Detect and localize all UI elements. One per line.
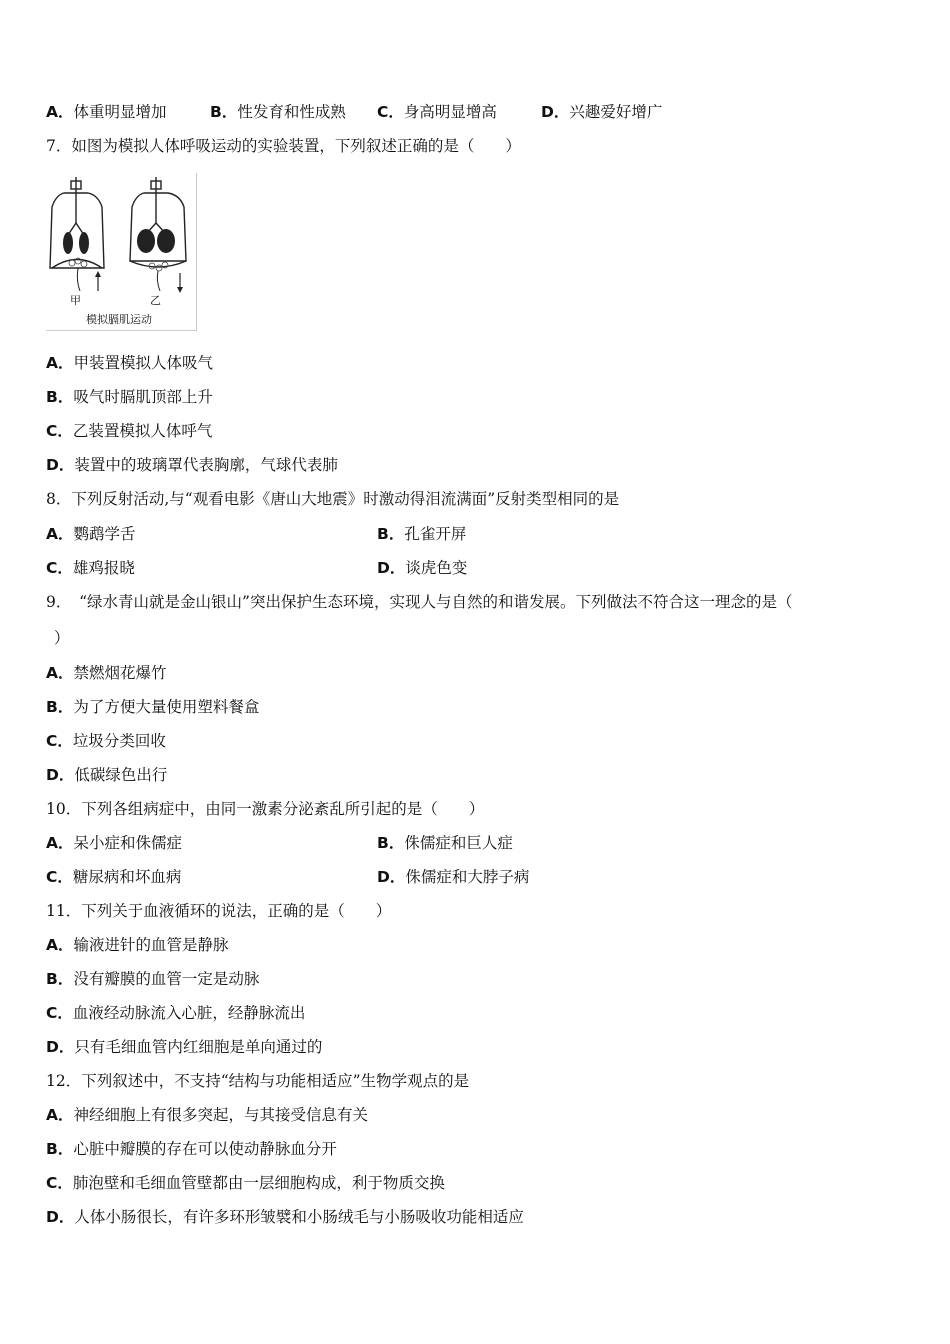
option-label: D．	[377, 868, 406, 886]
q12-option-a	[46, 1105, 368, 1125]
lung-right-a	[79, 232, 89, 254]
option-label: A．	[46, 525, 74, 543]
q8-option-c	[46, 558, 135, 578]
option-label: D．	[541, 103, 570, 121]
breathing-model-illustration	[46, 173, 196, 330]
option-label: D．	[46, 766, 75, 784]
option-text: 输液进针的血管是静脉	[73, 936, 229, 954]
option-label: D．	[46, 1208, 75, 1226]
option-label: B．	[46, 970, 74, 988]
q9-option-d	[46, 765, 167, 785]
option-text: 禁燃烟花爆竹	[73, 664, 167, 682]
option-text: 甲装置模拟人体吸气	[73, 354, 214, 372]
option-label: B．	[377, 834, 405, 852]
q7-option-c	[46, 421, 212, 441]
q7-figure	[46, 173, 197, 331]
q12-stem: 12．下列叙述中，不支持“结构与功能相适应”生物学观点的是	[46, 1072, 470, 1090]
q12-option-b	[46, 1139, 337, 1159]
q11-option-c	[46, 1003, 305, 1023]
option-text: 低碳绿色出行	[74, 766, 168, 784]
q8-stem: 8．下列反射活动,与“观看电影《唐山大地震》时激动得泪流满面”反射类型相同的是	[46, 490, 620, 508]
option-label: C．	[46, 559, 73, 577]
option-label: A．	[46, 103, 74, 121]
option-text: 呆小症和侏儒症	[73, 834, 183, 852]
option-text: 垃圾分类回收	[72, 732, 166, 750]
lung-left-b	[137, 229, 155, 253]
option-label: B．	[46, 1140, 74, 1158]
q6-option-b	[210, 102, 346, 122]
option-label: D．	[46, 1038, 75, 1056]
option-label: B．	[46, 698, 74, 716]
q10-option-c	[46, 867, 181, 887]
q9-option-b	[46, 697, 259, 717]
q6-option-c	[377, 102, 497, 122]
q6-option-d	[541, 102, 662, 122]
option-text: 身高明显增高	[403, 103, 497, 121]
q8-option-a	[46, 524, 136, 544]
q8-option-d	[377, 558, 467, 578]
option-text: 体重明显增加	[73, 103, 167, 121]
option-text: 侏儒症和大脖子病	[405, 868, 530, 886]
option-text: 吸气时膈肌顶部上升	[73, 388, 213, 406]
q9-stem-continuation: ）	[54, 629, 70, 647]
option-label: B．	[210, 103, 238, 121]
option-label: B．	[46, 388, 74, 406]
option-text: 为了方便大量使用塑料餐盒	[73, 698, 260, 716]
q10-option-b	[377, 833, 513, 853]
q10-stem: 10．下列各组病症中，由同一激素分泌紊乱所引起的是（ ）	[46, 800, 485, 818]
option-text: 侏儒症和巨人症	[404, 834, 513, 852]
q12-option-d	[46, 1207, 524, 1227]
option-label: C．	[46, 1174, 73, 1192]
q7-option-d	[46, 455, 338, 475]
q6-option-a	[46, 102, 167, 122]
option-text: 没有瓣膜的血管一定是动脉	[73, 970, 260, 988]
option-text: 性发育和性成熟	[237, 103, 346, 121]
option-label: D．	[46, 456, 75, 474]
option-text: 谈虎色变	[405, 559, 468, 577]
q9-option-a	[46, 663, 167, 683]
option-text: 雄鸡报晓	[72, 559, 135, 577]
q7-option-a	[46, 353, 213, 373]
option-text: 孔雀开屏	[404, 525, 467, 543]
lung-right-b	[157, 229, 175, 253]
option-text: 乙装置模拟人体呼气	[72, 422, 213, 440]
option-text: 心脏中瓣膜的存在可以使动静脉血分开	[73, 1140, 337, 1158]
lung-left-a	[63, 232, 73, 254]
option-text: 鹦鹉学舌	[73, 525, 136, 543]
q9-stem: 9． “绿水青山就是金山银山”突出保护生态环境，实现人与自然的和谐发展。下列做法不符合这一理念的是（	[46, 593, 793, 611]
option-label: A．	[46, 936, 74, 954]
option-label: C．	[377, 103, 404, 121]
q9-option-c	[46, 731, 166, 751]
option-label: C．	[46, 732, 73, 750]
bell-jar-a	[50, 177, 104, 268]
option-text: 糖尿病和坏血病	[72, 868, 182, 886]
q11-option-b	[46, 969, 259, 989]
option-label: A．	[46, 834, 74, 852]
figure-label-b: 乙	[150, 294, 161, 307]
option-text: 神经细胞上有很多突起，与其接受信息有关	[73, 1106, 369, 1124]
option-text: 肺泡壁和毛细血管壁都由一层细胞构成，利于物质交换	[72, 1174, 445, 1192]
q12-option-c	[46, 1173, 445, 1193]
option-label: A．	[46, 664, 74, 682]
option-label: A．	[46, 1106, 74, 1124]
figure-caption: 模拟膈肌运动	[86, 313, 152, 326]
option-text: 装置中的玻璃罩代表胸廓，气球代表肺	[74, 456, 338, 474]
q11-option-a	[46, 935, 229, 955]
bell-jar-b	[130, 177, 186, 261]
figure-label-a: 甲	[70, 294, 81, 307]
option-text: 血液经动脉流入心脏，经静脉流出	[72, 1004, 306, 1022]
option-label: C．	[46, 422, 73, 440]
q8-option-b	[377, 524, 466, 544]
q11-option-d	[46, 1037, 322, 1057]
option-label: A．	[46, 354, 74, 372]
q10-option-a	[46, 833, 182, 853]
option-text: 人体小肠很长，有许多环形皱襞和小肠绒毛与小肠吸收功能相适应	[74, 1208, 524, 1226]
option-label: C．	[46, 868, 73, 886]
option-label: C．	[46, 1004, 73, 1022]
q7-option-b	[46, 387, 213, 407]
option-text: 兴趣爱好增广	[569, 103, 663, 121]
q10-option-d	[377, 867, 529, 887]
diaphragm-b	[130, 261, 186, 267]
option-label: D．	[377, 559, 406, 577]
q7-stem: 7．如图为模拟人体呼吸运动的实验装置，下列叙述正确的是（ ）	[46, 137, 521, 155]
q11-stem: 11．下列关于血液循环的说法，正确的是（ ）	[46, 902, 392, 920]
option-label: B．	[377, 525, 405, 543]
option-text: 只有毛细血管内红细胞是单向通过的	[74, 1038, 323, 1056]
